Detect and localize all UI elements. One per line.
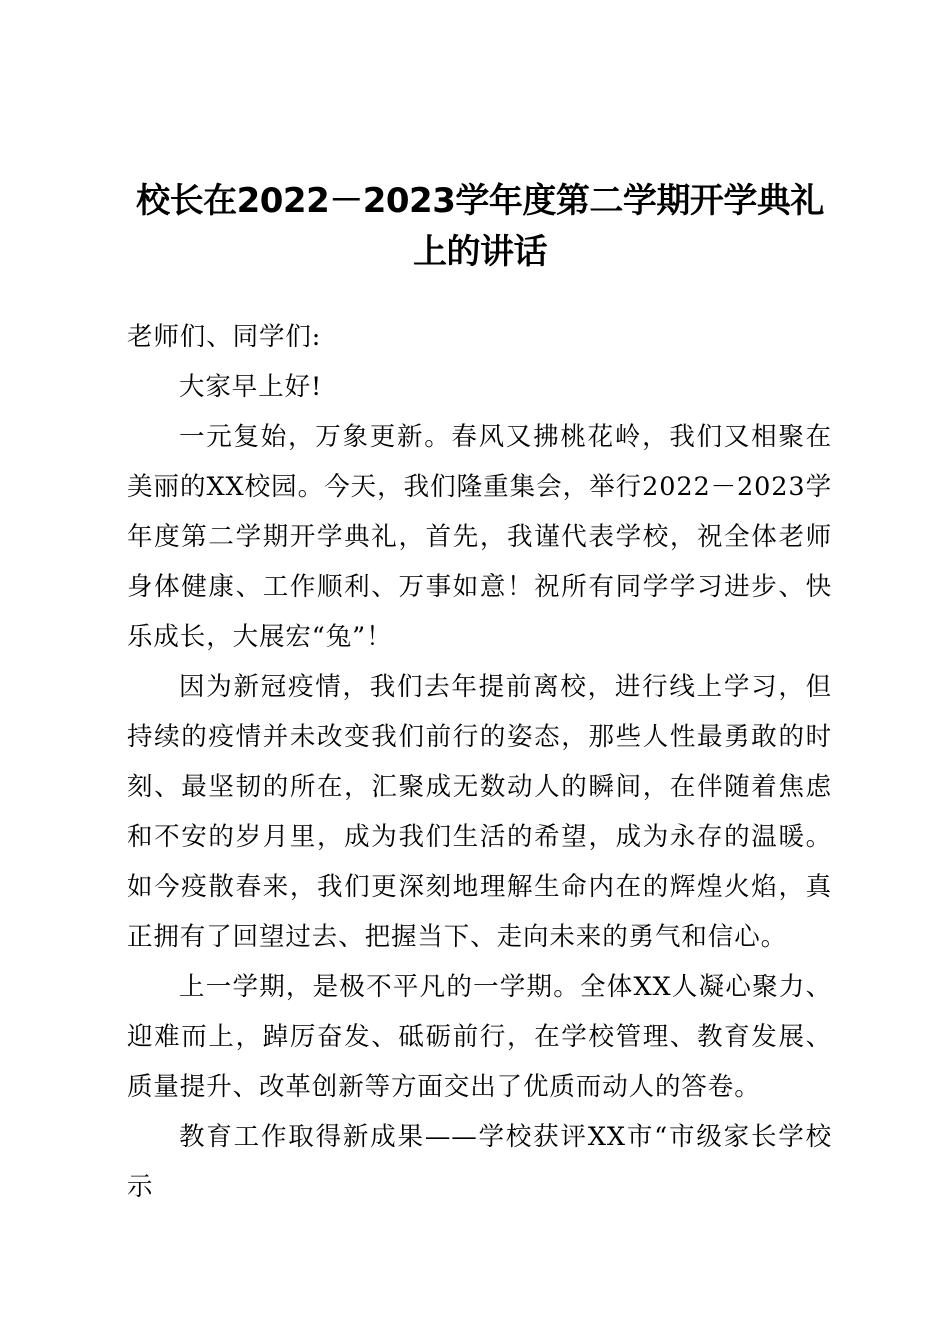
title-line-1: 校长在2022－2023学年度第二学期开学典礼 xyxy=(136,181,824,221)
salutation: 老师们、同学们: xyxy=(127,322,322,352)
document-body xyxy=(127,312,832,1212)
paragraph-pandemic: 因为新冠疫情，我们去年提前离校，进行线上学习，但持续的疫情并未改变我们前行的姿态，那些人性最勇敢的时刻、最坚韧的所在，汇聚成无数动人的瞬间，在伴随着焦虑和不安的岁月里，成为我们生活的希望，成为永存的温暖。如今疫散春来，我们更深刻地理解生命内在的辉煌火焰，真正拥有了回望过去、把握当下、走向未来的勇气和信心。 xyxy=(127,672,832,952)
paragraph-last-semester: 上一学期，是极不平凡的一学期。全体XX人凝心聚力、迎难而上，踔厉奋发、砥砺前行，在学校管理、教育发展、质量提升、改革创新等方面交出了优质而动人的答卷。 xyxy=(127,972,832,1102)
title-line-2: 上的讲话 xyxy=(413,232,547,272)
paragraph-opening: 一元复始，万象更新。春风又拂桃花岭，我们又相聚在美丽的XX校园。今天，我们隆重集会，举行2022－2023学年度第二学期开学典礼，首先，我谨代表学校，祝全体老师身体健康、工作顺利、万事如意！祝所有同学学习进步、快乐成长，大展宏“兔”！ xyxy=(127,422,832,652)
paragraph-achievements: 教育工作取得新成果——学校获评XX市“市级家长学校示 xyxy=(127,1122,832,1202)
document-title xyxy=(100,176,860,278)
paragraph-greeting: 大家早上好! xyxy=(179,372,323,402)
